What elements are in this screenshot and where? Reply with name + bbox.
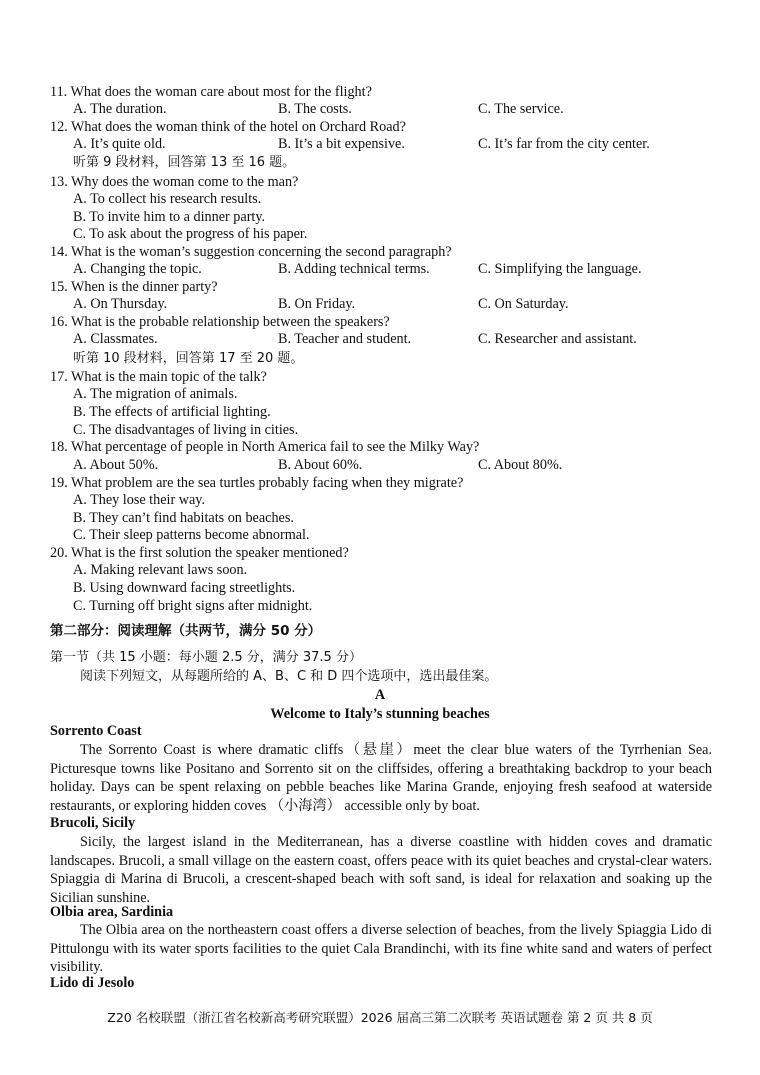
q11-option-b: B. The costs. <box>278 101 352 117</box>
question-15: 15. When is the dinner party? <box>50 279 218 295</box>
section-text-brucoli: Sicily, the largest island in the Mediterranean, has a diverse coastline with hidden coves and dramatic landscapes. Brucoli, a small village on the eastern coast, offers peace with its quiet beaches and crystal-clear waters. Spiaggia di Marina di Brucoli, a crescent-shaped beach with soft sand, is ideal for relaxation and soaking up the Sicilian sunshine. <box>50 834 712 906</box>
section-heading-sorrento: Sorrento Coast <box>50 723 142 739</box>
q11-option-a: A. The duration. <box>73 101 167 117</box>
q19-option-b: B. They can’t find habitats on beaches. <box>73 510 294 526</box>
section-text-olbia: The Olbia area on the northeastern coast offers a diverse selection of beaches, from the lively Spiaggia Lido di Pittulongu with its water sports facilities to the quiet Cala Brandinchi, with its fine white sand and waters of perfect visibility. <box>50 922 712 976</box>
question-19: 19. What problem are the sea turtles probably facing when they migrate? <box>50 475 464 491</box>
section-heading-olbia: Olbia area, Sardinia <box>50 904 174 920</box>
q16-option-a: A. Classmates. <box>73 331 158 347</box>
section-heading-brucoli: Brucoli, Sicily <box>50 815 136 831</box>
q19-option-a: A. They lose their way. <box>73 492 205 508</box>
q18-option-b: B. About 60%. <box>278 457 363 473</box>
q18-option-a: A. About 50%. <box>73 457 159 473</box>
q15-option-c: C. On Saturday. <box>478 296 569 312</box>
page-footer: Z20 名校联盟（浙江省名校新高考研究联盟）2026 届高三第二次联考 英语试题卷 第 2 页 共 8 页 <box>107 1010 653 1025</box>
question-14: 14. What is the woman’s suggestion concerning the second paragraph? <box>50 244 452 260</box>
q16-option-c: C. Researcher and assistant. <box>478 331 637 347</box>
q18-option-c: C. About 80%. <box>478 457 563 473</box>
question-18: 18. What percentage of people in North America fail to see the Milky Way? <box>50 439 480 455</box>
question-13: 13. Why does the woman come to the man? <box>50 174 299 190</box>
q13-option-b: B. To invite him to a dinner party. <box>73 209 266 225</box>
section-one-title: 第一节（共 15 小题：每小题 2.5 分，满分 37.5 分） <box>50 650 362 665</box>
q16-option-b: B. Teacher and student. <box>278 331 412 347</box>
section-heading-jesolo: Lido di Jesolo <box>50 975 135 991</box>
question-11: 11. What does the woman care about most for the flight? <box>50 84 372 100</box>
passage-letter: A <box>374 687 386 703</box>
part-two-title: 第二部分：阅读理解（共两节，满分 50 分） <box>50 623 322 639</box>
passage-title: Welcome to Italy’s stunning beaches <box>270 706 490 722</box>
q20-option-b: B. Using downward facing streetlights. <box>73 580 296 596</box>
q13-option-a: A. To collect his research results. <box>73 191 262 207</box>
q17-option-a: A. The migration of animals. <box>73 386 238 402</box>
q17-option-c: C. The disadvantages of living in cities. <box>73 422 299 438</box>
q12-option-c: C. It’s far from the city center. <box>478 136 650 152</box>
q12-option-b: B. It’s a bit expensive. <box>278 136 405 152</box>
q13-option-c: C. To ask about the progress of his paper. <box>73 226 308 242</box>
q15-option-b: B. On Friday. <box>278 296 356 312</box>
listening-instruction-9: 听第 9 段材料，回答第 13 至 16 题。 <box>73 155 296 170</box>
q17-option-b: B. The effects of artificial lighting. <box>73 404 271 420</box>
q20-option-a: A. Making relevant laws soon. <box>73 562 248 578</box>
question-12: 12. What does the woman think of the hotel on Orchard Road? <box>50 119 406 135</box>
q11-option-c: C. The service. <box>478 101 564 117</box>
q14-option-b: B. Adding technical terms. <box>278 261 430 277</box>
q19-option-c: C. Their sleep patterns become abnormal. <box>73 527 310 543</box>
question-16: 16. What is the probable relationship between the speakers? <box>50 314 390 330</box>
q15-option-a: A. On Thursday. <box>73 296 168 312</box>
q14-option-c: C. Simplifying the language. <box>478 261 642 277</box>
q20-option-c: C. Turning off bright signs after midnight. <box>73 598 313 614</box>
question-20: 20. What is the first solution the speaker mentioned? <box>50 545 349 561</box>
question-17: 17. What is the main topic of the talk? <box>50 369 267 385</box>
section-text-sorrento: The Sorrento Coast is where dramatic cliffs（悬崖）meet the clear blue waters of the Tyrrhenian Sea. Picturesque towns like Positano and Sorrento sit on the cliffsides, offering a breathtaking backdrop to your beach holiday. Days can be spent relaxing on pebble beaches like Marina Grande, enjoying fresh seafood at waterside restaurants, or exploring hidden coves （小海湾） accessible only by boat. <box>50 742 712 814</box>
q12-option-a: A. It’s quite old. <box>73 136 166 152</box>
listening-instruction-10: 听第 10 段材料，回答第 17 至 20 题。 <box>73 351 304 366</box>
reading-instruction: 阅读下列短文，从每题所给的 A、B、C 和 D 四个选项中，选出最佳案。 <box>80 669 498 684</box>
q14-option-a: A. Changing the topic. <box>73 261 202 277</box>
